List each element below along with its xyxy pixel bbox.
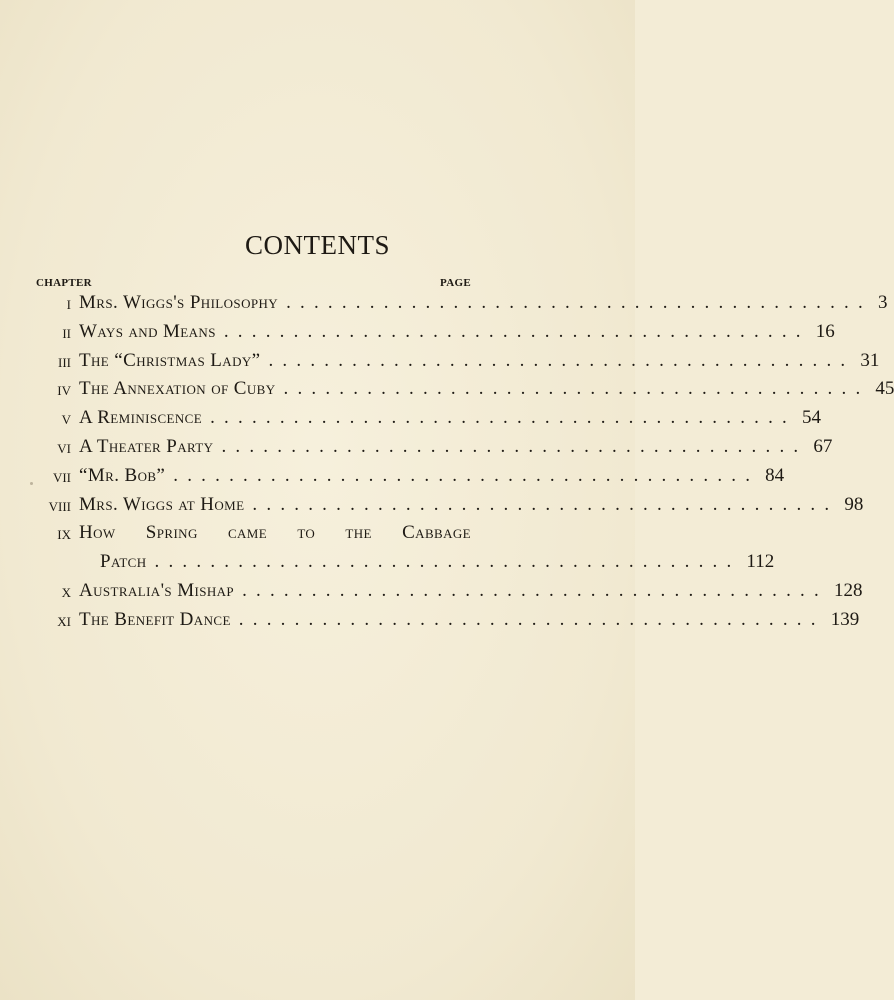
dot-leader: .......................................... [223,320,810,342]
chapter-title: Australia's Mishap [79,579,235,601]
dot-leader: .......................................... [283,378,870,400]
title-word: the [345,522,372,544]
chapter-title: Mrs. Wiggs's Philosophy [79,292,279,313]
dot-leader: .......................................... [154,551,741,573]
page-number: 54 [802,407,821,429]
dot-leader: .......................................... [286,292,872,313]
toc-entry[interactable] [0,606,860,635]
page-number: 31 [860,349,880,371]
dot-leader: .......................................... [268,349,855,371]
page-title: CONTENTS [245,230,390,260]
page-number: 67 [813,435,833,457]
toc-entry[interactable] [0,491,864,520]
dot-leader: .......................................... [252,493,839,515]
chapter-number: ii [62,321,71,342]
chapter-number: viii [48,494,71,515]
page-number: 112 [746,551,775,573]
page-number: 3 [877,292,888,313]
chapter-title-line-1 [79,519,471,548]
toc-entry[interactable] [0,577,863,606]
page-number: 45 [875,378,894,400]
title-word: Cabbage [402,522,471,544]
chapter-number: vii [52,465,71,486]
toc-entry[interactable] [0,433,833,462]
page-number: 84 [765,464,785,486]
chapter-title: Mrs. Wiggs at Home [79,493,245,515]
chapter-title-line-2: Patch [100,551,147,573]
paper-speck [30,482,33,485]
chapter-title: The Annexation of Cuby [79,378,276,400]
page-number: 139 [830,608,860,630]
chapter-title: Ways and Means [79,320,216,342]
dot-leader: .......................................... [238,608,825,630]
toc-entry-continuation[interactable] [0,548,775,577]
chapter-title: A Theater Party [79,435,214,457]
page-number: 16 [815,320,835,342]
title-word: Spring [145,522,198,544]
chapter-title: A Reminiscence [79,407,203,429]
toc-entry[interactable] [0,289,888,318]
toc-entry[interactable] [0,375,894,404]
page-number: 128 [833,579,863,601]
chapter-number: vi [57,436,71,457]
chapter-title: The “Christmas Lady” [79,349,261,371]
table-of-contents [0,289,894,635]
page-number: 98 [844,493,864,515]
chapter-number: ix [57,523,71,544]
page-column-header: PAGE [440,277,471,289]
chapter-number: iv [57,379,71,400]
chapter-title: “Mr. Bob” [79,464,166,486]
toc-entry[interactable] [0,347,880,376]
chapter-number: xi [57,609,71,630]
title-word: came [227,522,268,544]
chapter-column-header: CHAPTER [36,277,92,289]
title-word: to [297,522,316,544]
toc-entry[interactable] [0,404,821,433]
dot-leader: .......................................... [242,579,828,601]
chapter-number: i [66,293,71,313]
chapter-number: v [61,408,71,429]
dot-leader: .......................................... [221,435,808,457]
dot-leader: .......................................... [210,407,796,429]
toc-entry[interactable] [0,318,835,347]
chapter-title: The Benefit Dance [79,608,231,630]
dot-leader: .......................................... [173,464,760,486]
chapter-number: x [61,580,71,601]
toc-entry[interactable] [0,519,635,548]
title-word: How [79,522,116,544]
toc-entry[interactable] [0,462,785,491]
chapter-number: iii [58,350,71,371]
